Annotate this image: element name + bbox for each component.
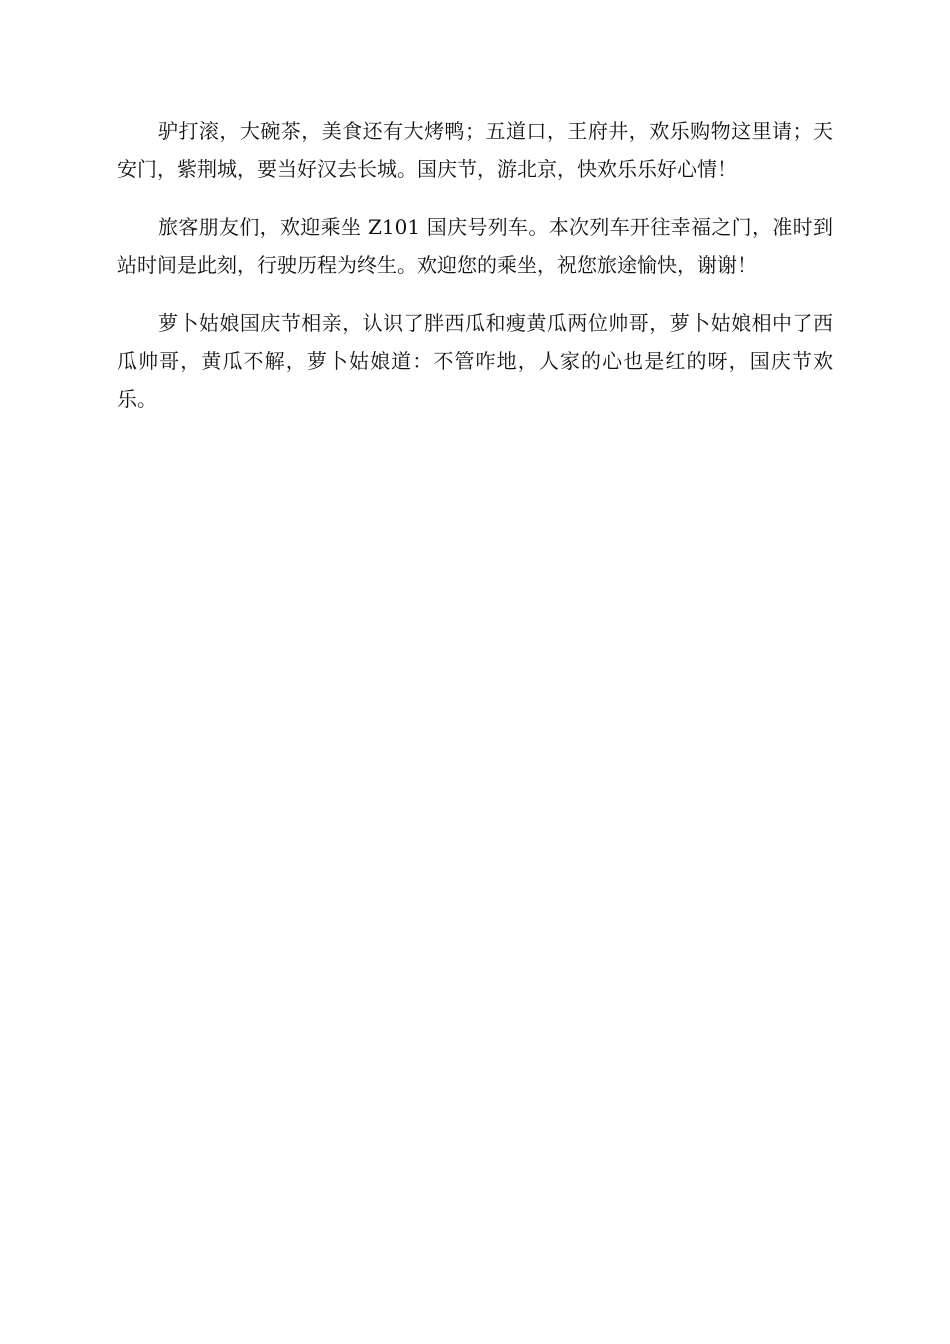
paragraph-beijing-rhyme: 驴打滚，大碗茶，美食还有大烤鸭；五道口，王府井，欢乐购物这里请；天安门，紫荆城，要当好汉去长城。国庆节，游北京，快欢乐乐好心情！ <box>117 119 833 181</box>
paragraph-radish-joke: 萝卜姑娘国庆节相亲，认识了胖西瓜和瘦黄瓜两位帅哥，萝卜姑娘相中了西瓜帅哥，黄瓜不解，萝卜姑娘道：不管咋地，人家的心也是红的呀，国庆节欢乐。 <box>117 311 833 411</box>
document-body <box>117 112 833 438</box>
paragraph-train-greeting: 旅客朋友们，欢迎乘坐 Z101 国庆号列车。本次列车开往幸福之门，准时到站时间是此刻，行驶历程为终生。欢迎您的乘坐，祝您旅途愉快，谢谢！ <box>117 215 833 277</box>
